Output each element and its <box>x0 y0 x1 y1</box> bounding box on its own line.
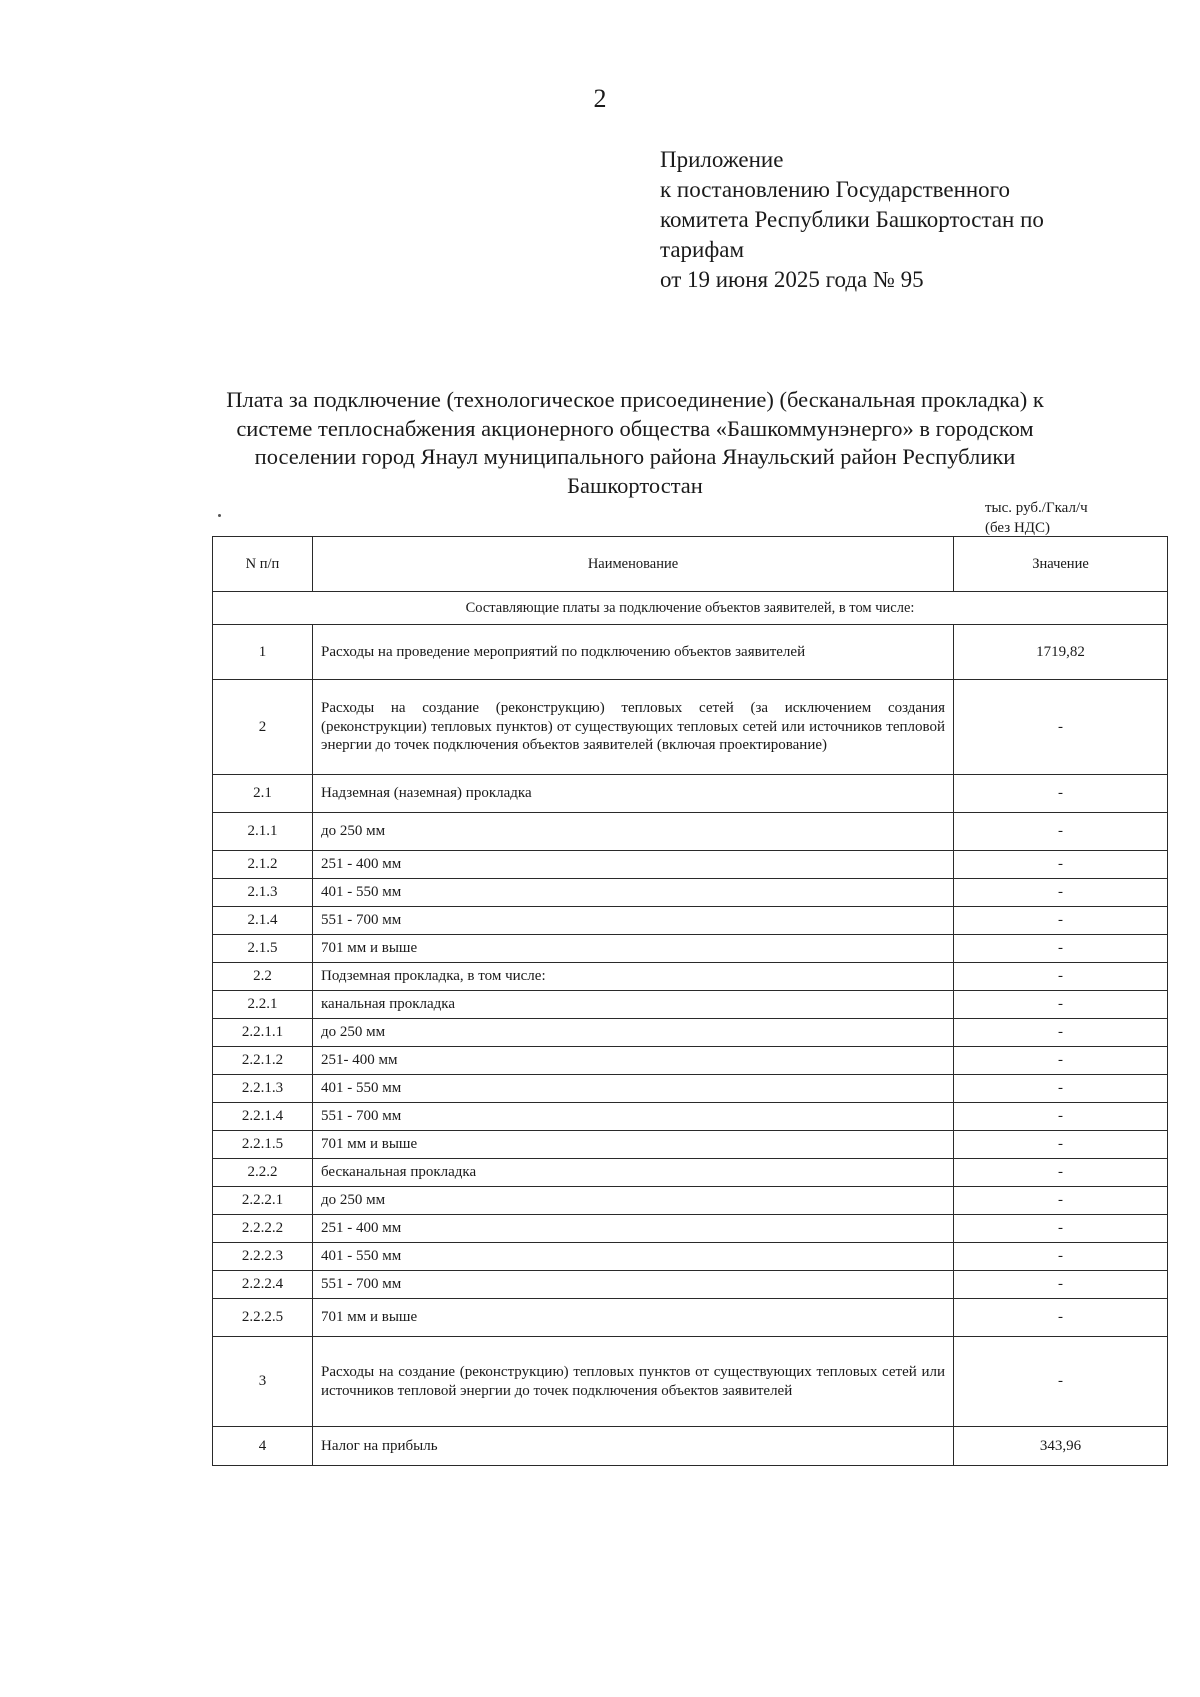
row-value: - <box>954 1187 1168 1215</box>
row-value: - <box>954 1337 1168 1427</box>
row-name: до 250 мм <box>313 1019 954 1047</box>
row-name: 251 - 400 мм <box>313 851 954 879</box>
row-name: Подземная прокладка, в том числе: <box>313 963 954 991</box>
row-num: 2.1 <box>213 775 313 813</box>
row-name: 401 - 550 мм <box>313 1243 954 1271</box>
row-value: - <box>954 1103 1168 1131</box>
row-value: - <box>954 935 1168 963</box>
appendix-line: от 19 июня 2025 года № 95 <box>660 267 924 292</box>
row-value: - <box>954 680 1168 775</box>
table-row <box>213 1047 1168 1075</box>
document-title <box>190 386 1080 500</box>
title-line: Башкортостан <box>567 472 703 498</box>
header-num: N п/п <box>213 537 313 592</box>
row-value: - <box>954 991 1168 1019</box>
row-value: - <box>954 1215 1168 1243</box>
row-name: Расходы на создание (реконструкцию) тепловых пунктов от существующих тепловых сетей или источников тепловой энергии до точек подключения объектов заявителей <box>313 1337 954 1427</box>
appendix-line: к постановлению Государственного <box>660 177 1011 202</box>
row-name: Надземная (наземная) прокладка <box>313 775 954 813</box>
row-name: 251 - 400 мм <box>313 1215 954 1243</box>
row-name: канальная прокладка <box>313 991 954 1019</box>
row-value: - <box>954 1047 1168 1075</box>
appendix-line: тарифам <box>660 237 745 262</box>
table-row <box>213 1337 1168 1427</box>
table-row <box>213 1187 1168 1215</box>
row-value: - <box>954 1243 1168 1271</box>
row-value: - <box>954 813 1168 851</box>
row-value: 343,96 <box>954 1427 1168 1466</box>
row-num: 2.1.3 <box>213 879 313 907</box>
row-num: 4 <box>213 1427 313 1466</box>
table-row <box>213 813 1168 851</box>
table-row <box>213 625 1168 680</box>
row-name: Расходы на создание (реконструкцию) тепловых сетей (за исключением создания (реконструкции) тепловых пунктов) от существующих тепловых сетей или источников тепловой энергии до точек подключения объектов заявителей (включая проектирование) <box>313 680 954 775</box>
row-name: Расходы на проведение мероприятий по подключению объектов заявителей <box>313 625 954 680</box>
units-line: тыс. руб./Гкал/ч <box>985 500 1088 516</box>
appendix-line: комитета Республики Башкортостан по <box>660 207 1044 232</box>
table-row <box>213 851 1168 879</box>
header-value: Значение <box>954 537 1168 592</box>
tariff-table <box>212 536 1168 1466</box>
row-value: - <box>954 963 1168 991</box>
row-num: 2.2.2.4 <box>213 1271 313 1299</box>
table-row <box>213 1271 1168 1299</box>
row-name: 701 мм и выше <box>313 935 954 963</box>
row-num: 2.1.1 <box>213 813 313 851</box>
table-row <box>213 1159 1168 1187</box>
row-num: 2.2.2 <box>213 1159 313 1187</box>
table-row <box>213 680 1168 775</box>
row-num: 2.2 <box>213 963 313 991</box>
row-name: 551 - 700 мм <box>313 1103 954 1131</box>
header-name: Наименование <box>313 537 954 592</box>
row-name: 701 мм и выше <box>313 1299 954 1337</box>
table-row <box>213 1075 1168 1103</box>
row-value: - <box>954 1299 1168 1337</box>
row-name: до 250 мм <box>313 813 954 851</box>
table-header-row <box>213 537 1168 592</box>
row-num: 2.2.2.2 <box>213 1215 313 1243</box>
table-row <box>213 1243 1168 1271</box>
units-note <box>985 498 1125 538</box>
table-row <box>213 1427 1168 1466</box>
scan-speck <box>218 514 221 517</box>
row-value: - <box>954 879 1168 907</box>
row-value: - <box>954 1271 1168 1299</box>
row-value: - <box>954 907 1168 935</box>
table-row <box>213 907 1168 935</box>
row-name: 401 - 550 мм <box>313 1075 954 1103</box>
row-name: 551 - 700 мм <box>313 1271 954 1299</box>
row-num: 2.1.4 <box>213 907 313 935</box>
row-num: 2.2.1.5 <box>213 1131 313 1159</box>
title-line: поселении город Янаул муниципального района Янаульский район Республики <box>254 444 1016 469</box>
row-value: - <box>954 851 1168 879</box>
row-name: бесканальная прокладка <box>313 1159 954 1187</box>
row-num: 2.1.2 <box>213 851 313 879</box>
table-row <box>213 1019 1168 1047</box>
table-row <box>213 1103 1168 1131</box>
row-num: 2.1.5 <box>213 935 313 963</box>
row-value: - <box>954 775 1168 813</box>
row-num: 2.2.2.3 <box>213 1243 313 1271</box>
table-row <box>213 963 1168 991</box>
section-row <box>213 592 1168 625</box>
row-value: - <box>954 1075 1168 1103</box>
row-num: 2.2.1.3 <box>213 1075 313 1103</box>
row-value: - <box>954 1159 1168 1187</box>
row-num: 2.2.2.5 <box>213 1299 313 1337</box>
row-value: - <box>954 1019 1168 1047</box>
row-value: 1719,82 <box>954 625 1168 680</box>
row-num: 2.2.1.1 <box>213 1019 313 1047</box>
title-line: Плата за подключение (технологическое присоединение) (бесканальная прокладка) к <box>226 387 1044 412</box>
row-name: 251- 400 мм <box>313 1047 954 1075</box>
units-line: (без НДС) <box>985 520 1051 536</box>
row-name: 701 мм и выше <box>313 1131 954 1159</box>
table-row <box>213 991 1168 1019</box>
row-name: до 250 мм <box>313 1187 954 1215</box>
row-num: 2 <box>213 680 313 775</box>
row-value: - <box>954 1131 1168 1159</box>
row-num: 2.2.1.4 <box>213 1103 313 1131</box>
row-name: 401 - 550 мм <box>313 879 954 907</box>
row-num: 2.2.1 <box>213 991 313 1019</box>
row-num: 2.2.1.2 <box>213 1047 313 1075</box>
table-row <box>213 1215 1168 1243</box>
appendix-line: Приложение <box>660 147 784 172</box>
row-num: 2.2.2.1 <box>213 1187 313 1215</box>
table-row <box>213 1299 1168 1337</box>
table-row <box>213 775 1168 813</box>
row-num: 3 <box>213 1337 313 1427</box>
row-name: 551 - 700 мм <box>313 907 954 935</box>
row-name: Налог на прибыль <box>313 1427 954 1466</box>
table-row <box>213 1131 1168 1159</box>
row-num: 1 <box>213 625 313 680</box>
appendix-block <box>660 145 1080 295</box>
table-row <box>213 879 1168 907</box>
section-label: Составляющие платы за подключение объектов заявителей, в том числе: <box>213 592 1168 625</box>
title-line: системе теплоснабжения акционерного общества «Башкоммунэнерго» в городском <box>236 415 1034 441</box>
table-row <box>213 935 1168 963</box>
page-number: 2 <box>593 84 607 113</box>
